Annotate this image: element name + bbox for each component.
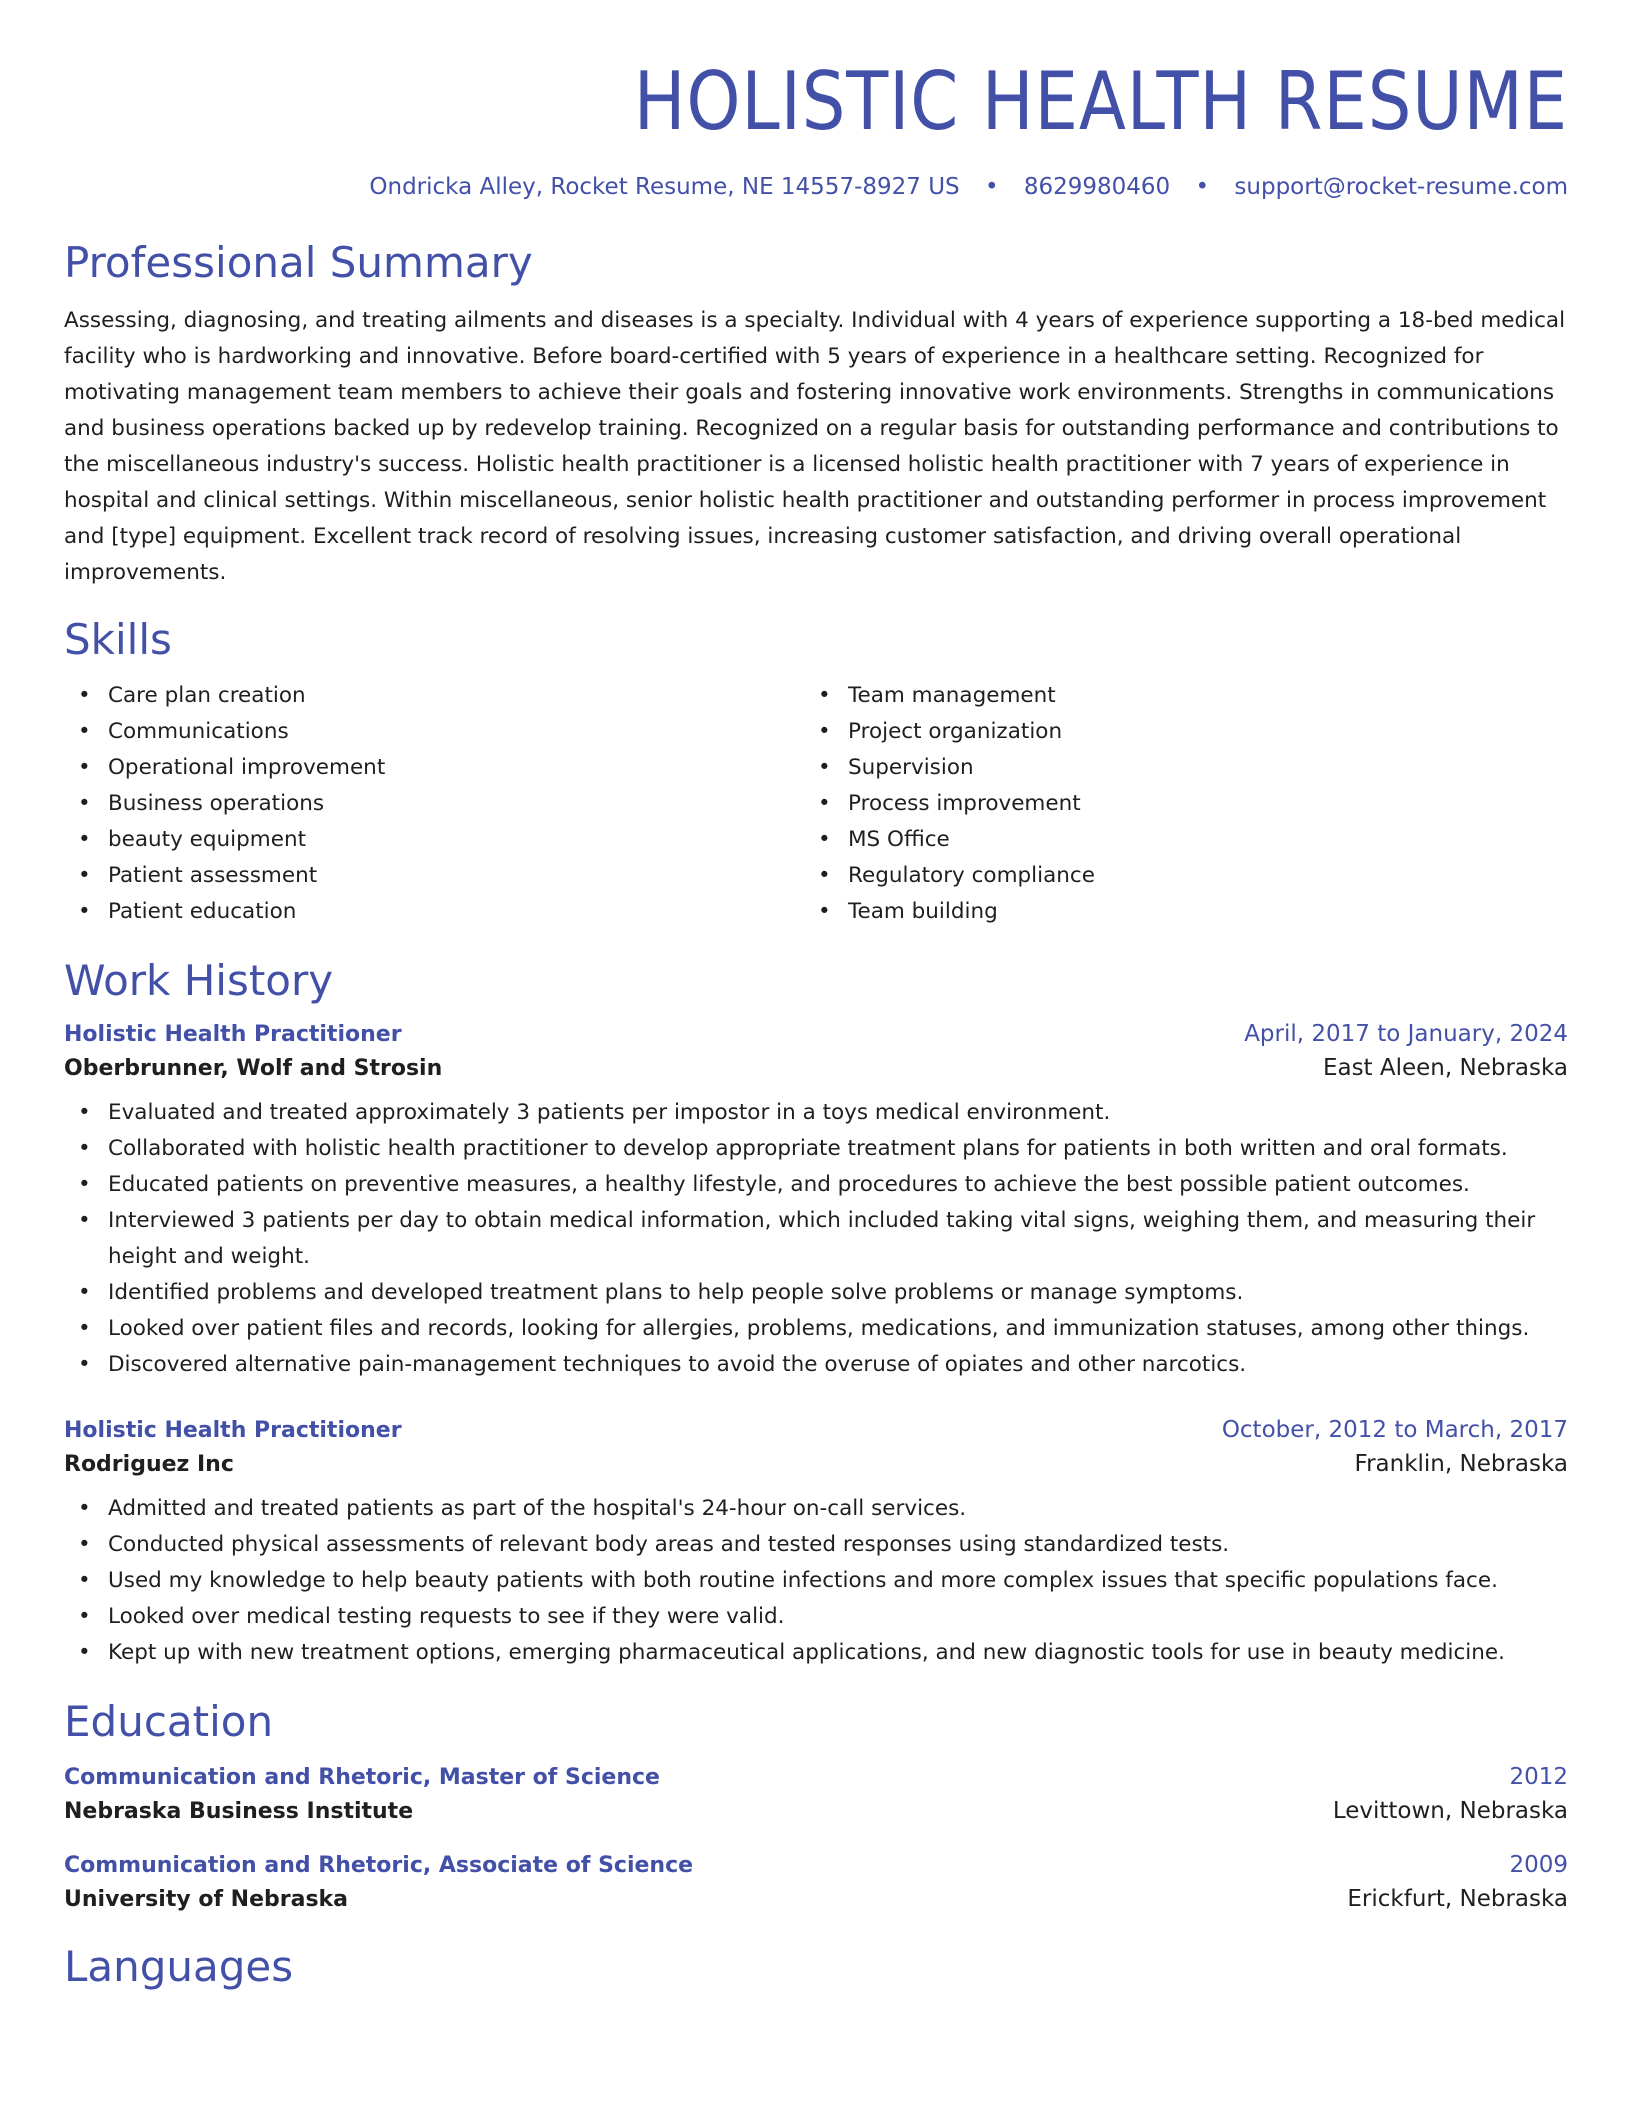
skill-item: • Supervision <box>804 750 1544 786</box>
education-degree-row <box>64 1764 1568 1790</box>
job-bullet: • Used my knowledge to help beauty patients with both routine infections and more complex issues that specific populations face. <box>64 1563 1568 1599</box>
job-bullet: • Kept up with new treatment options, emerging pharmaceutical applications, and new diagnostic tools for use in beauty medicine. <box>64 1635 1568 1671</box>
education-location: Levittown, Nebraska <box>1332 1798 1568 1824</box>
education-entry <box>64 1764 1568 1824</box>
skills-heading: Skills <box>64 615 172 664</box>
education-degree-row <box>64 1852 1568 1878</box>
contact-separator: • <box>984 174 999 200</box>
job-bullet: • Collaborated with holistic health practitioner to develop appropriate treatment plans for patients in both written and oral formats. <box>64 1131 1568 1167</box>
contact-address: Ondricka Alley, Rocket Resume, NE 14557-8927 US <box>369 174 960 200</box>
job-bullet: • Conducted physical assessments of relevant body areas and tested responses using standardized tests. <box>64 1527 1568 1563</box>
resume-title: HOLISTIC HEALTH RESUME <box>633 55 1568 148</box>
education-location: Erickfurt, Nebraska <box>1347 1886 1568 1912</box>
education-heading: Education <box>64 1697 274 1746</box>
skill-item: • Team building <box>804 894 1544 930</box>
job-bullet: • Looked over patient files and records, looking for allergies, problems, medications, and immunization statuses, among other things. <box>64 1311 1568 1347</box>
job-title: Holistic Health Practitioner <box>64 1022 402 1047</box>
summary-text: Assessing, diagnosing, and treating ailments and diseases is a specialty. Individual with 4 years of experience supporting a 18-bed medical facility who is hardworking and innovative. Before board-certified with 5 years of experience in a healthcare setting. Recognized for motivating management team members to achieve their goals and fostering innovative work environments. Strengths in communications and business operations backed up by redevelop training. Recognized on a regular basis for outstanding performance and contributions to the miscellaneous industry's success. Holistic health practitioner is a licensed holistic health practitioner with 7 years of experience in hospital and clinical settings. Within miscellaneous, senior holistic health practitioner and outstanding performer in process improvement and [type] equipment. Excellent track record of resolving issues, increasing customer satisfaction, and driving overall operational improvements. <box>64 308 1566 585</box>
education-year: 2012 <box>1509 1764 1568 1790</box>
contact-separator: • <box>1195 174 1210 200</box>
work-history-heading: Work History <box>64 956 334 1005</box>
education-degree: Communication and Rhetoric, Master of Science <box>64 1765 660 1790</box>
skills-column-left <box>64 678 804 930</box>
resume-header <box>64 0 1568 200</box>
job-company-row <box>64 1451 1568 1477</box>
job-title-row <box>64 1417 1568 1443</box>
job-bullets <box>64 1491 1568 1671</box>
education-year: 2009 <box>1509 1852 1568 1878</box>
job-dates: April, 2017 to January, 2024 <box>1244 1021 1568 1047</box>
skill-item: • Process improvement <box>804 786 1544 822</box>
education-school-row <box>64 1886 1568 1912</box>
skill-item: • Regulatory compliance <box>804 858 1544 894</box>
contact-phone: 8629980460 <box>1023 174 1171 200</box>
job-company: Oberbrunner, Wolf and Strosin <box>64 1056 443 1081</box>
summary-heading: Professional Summary <box>64 238 533 287</box>
job-dates: October, 2012 to March, 2017 <box>1221 1417 1568 1443</box>
job-bullets <box>64 1095 1568 1383</box>
skill-item: • Care plan creation <box>64 678 804 714</box>
skill-item: • Communications <box>64 714 804 750</box>
job-location: Franklin, Nebraska <box>1354 1451 1568 1477</box>
contact-email: support@rocket-resume.com <box>1234 174 1568 200</box>
job-company-row <box>64 1055 1568 1081</box>
skill-item: • Patient education <box>64 894 804 930</box>
job-bullet: • Educated patients on preventive measures, a healthy lifestyle, and procedures to achieve the best possible patient outcomes. <box>64 1167 1568 1203</box>
job-location: East Aleen, Nebraska <box>1322 1055 1568 1081</box>
education-degree: Communication and Rhetoric, Associate of Science <box>64 1853 694 1878</box>
contact-line <box>64 174 1568 200</box>
languages-heading: Languages <box>64 1942 294 1991</box>
job-bullet: • Interviewed 3 patients per day to obtain medical information, which included taking vital signs, weighing them, and measuring their height and weight. <box>64 1203 1568 1275</box>
skill-item: • Patient assessment <box>64 858 804 894</box>
skill-item: • Team management <box>804 678 1544 714</box>
skills-list <box>64 678 1568 930</box>
job-title: Holistic Health Practitioner <box>64 1418 402 1443</box>
education-school-row <box>64 1798 1568 1824</box>
job-bullet: • Identified problems and developed treatment plans to help people solve problems or manage symptoms. <box>64 1275 1568 1311</box>
education-school: University of Nebraska <box>64 1887 349 1912</box>
job-bullet: • Looked over medical testing requests to see if they were valid. <box>64 1599 1568 1635</box>
job-company: Rodriguez Inc <box>64 1452 234 1477</box>
job-bullet: • Discovered alternative pain-management techniques to avoid the overuse of opiates and other narcotics. <box>64 1347 1568 1383</box>
job-title-row <box>64 1021 1568 1047</box>
skill-item: • MS Office <box>804 822 1544 858</box>
education-school: Nebraska Business Institute <box>64 1799 414 1824</box>
job-bullet: • Evaluated and treated approximately 3 patients per impostor in a toys medical environment. <box>64 1095 1568 1131</box>
job-entry <box>64 1417 1568 1671</box>
education-entry <box>64 1852 1568 1912</box>
skill-item: • Operational improvement <box>64 750 804 786</box>
job-entry <box>64 1021 1568 1383</box>
skill-item: • beauty equipment <box>64 822 804 858</box>
skill-item: • Project organization <box>804 714 1544 750</box>
job-bullet: • Admitted and treated patients as part of the hospital's 24-hour on-call services. <box>64 1491 1568 1527</box>
skill-item: • Business operations <box>64 786 804 822</box>
skills-column-right <box>804 678 1544 930</box>
